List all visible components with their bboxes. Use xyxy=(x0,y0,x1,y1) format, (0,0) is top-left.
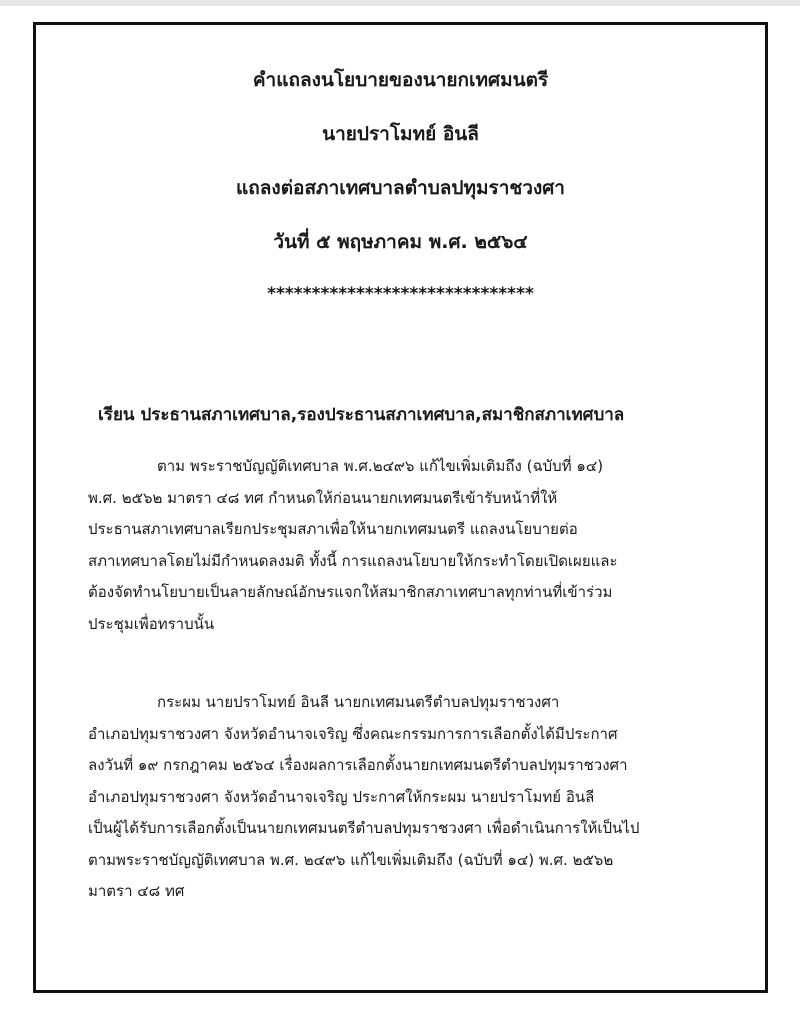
document-title: คำแถลงนโยบายของนายกเทศมนตรี xyxy=(252,69,549,91)
paragraph-line: พ.ศ. ๒๕๖๒ มาตรา ๔๘ ทศ กำหนดให้ก่อนนายกเทศมนตรีเข้ารับหน้าที่ให้ xyxy=(88,488,558,507)
paragraph-line: มาตรา ๔๘ ทศ xyxy=(88,882,185,900)
paragraph-line: อำเภอปทุมราชวงศา จังหวัดอำนาจเจริญ ประกาศให้กระผม นายปราโมทย์ อินลี xyxy=(88,787,595,806)
paragraph-line: ตาม พระราชบัญญัติเทศบาล พ.ศ.๒๔๙๖ แก้ไขเพิ่มเติมถึง (ฉบับที่ ๑๔) xyxy=(157,457,604,475)
paragraph-line: อำเภอปทุมราชวงศา จังหวัดอำนาจเจริญ ซึ่งคณะกรรมการการเลือกตั้งได้มีประกาศ xyxy=(88,724,618,743)
council-line: แถลงต่อสภาเทศบาลตำบลปทุมราชวงศา xyxy=(236,177,565,199)
separator-stars: ****************************** xyxy=(267,284,534,304)
paragraph-line: ต้องจัดทำนโยบายเป็นลายลักษณ์อักษรแจกให้สมาชิกสภาเทศบาลทุกท่านที่เข้าร่วม xyxy=(88,583,613,601)
paragraph-1 xyxy=(88,451,776,640)
paragraph-line: สภาเทศบาลโดยไม่มีกำหนดลงมติ ทั้งนี้ การแถลงนโยบายให้กระทำโดยเปิดเผยและ xyxy=(88,551,618,570)
document-header xyxy=(36,67,765,335)
paragraph-line: ประชุมเพื่อทราบนั้น xyxy=(88,614,215,633)
paragraph-line: ลงวันที่ ๑๙ กรกฎาคม ๒๕๖๔ เรื่องผลการเลือกตั้งนายกเทศมนตรีตำบลปทุมราชวงศา xyxy=(88,756,628,774)
document-date: วันที่ ๕ พฤษภาคม พ.ศ. ๒๕๖๔ xyxy=(273,231,528,253)
paragraph-line: ตามพระราชบัญญัติเทศบาล พ.ศ. ๒๔๙๖ แก้ไขเพิ่มเติมถึง (ฉบับที่ ๑๔) พ.ศ. ๒๕๖๒ xyxy=(88,850,614,869)
mayor-name: นายปราโมทย์ อินลี xyxy=(322,123,479,145)
document-page xyxy=(33,22,768,993)
paragraph-2 xyxy=(88,687,776,908)
salutation: เรียน ประธานสภาเทศบาล,รองประธานสภาเทศบาล,สมาชิกสภาเทศบาล xyxy=(98,405,625,425)
paragraph-line: เป็นผู้ได้รับการเลือกตั้งเป็นนายกเทศมนตรีตำบลปทุมราชวงศา เพื่อดำเนินการให้เป็นไป xyxy=(88,819,640,837)
viewer-top-strip xyxy=(0,0,800,6)
paragraph-line: กระผม นายปราโมทย์ อินลี นายกเทศมนตรีตำบลปทุมราชวงศา xyxy=(157,693,560,711)
paragraph-line: ประธานสภาเทศบาลเรียกประชุมสภาเพื่อให้นายกเทศมนตรี แถลงนโยบายต่อ xyxy=(88,520,578,538)
